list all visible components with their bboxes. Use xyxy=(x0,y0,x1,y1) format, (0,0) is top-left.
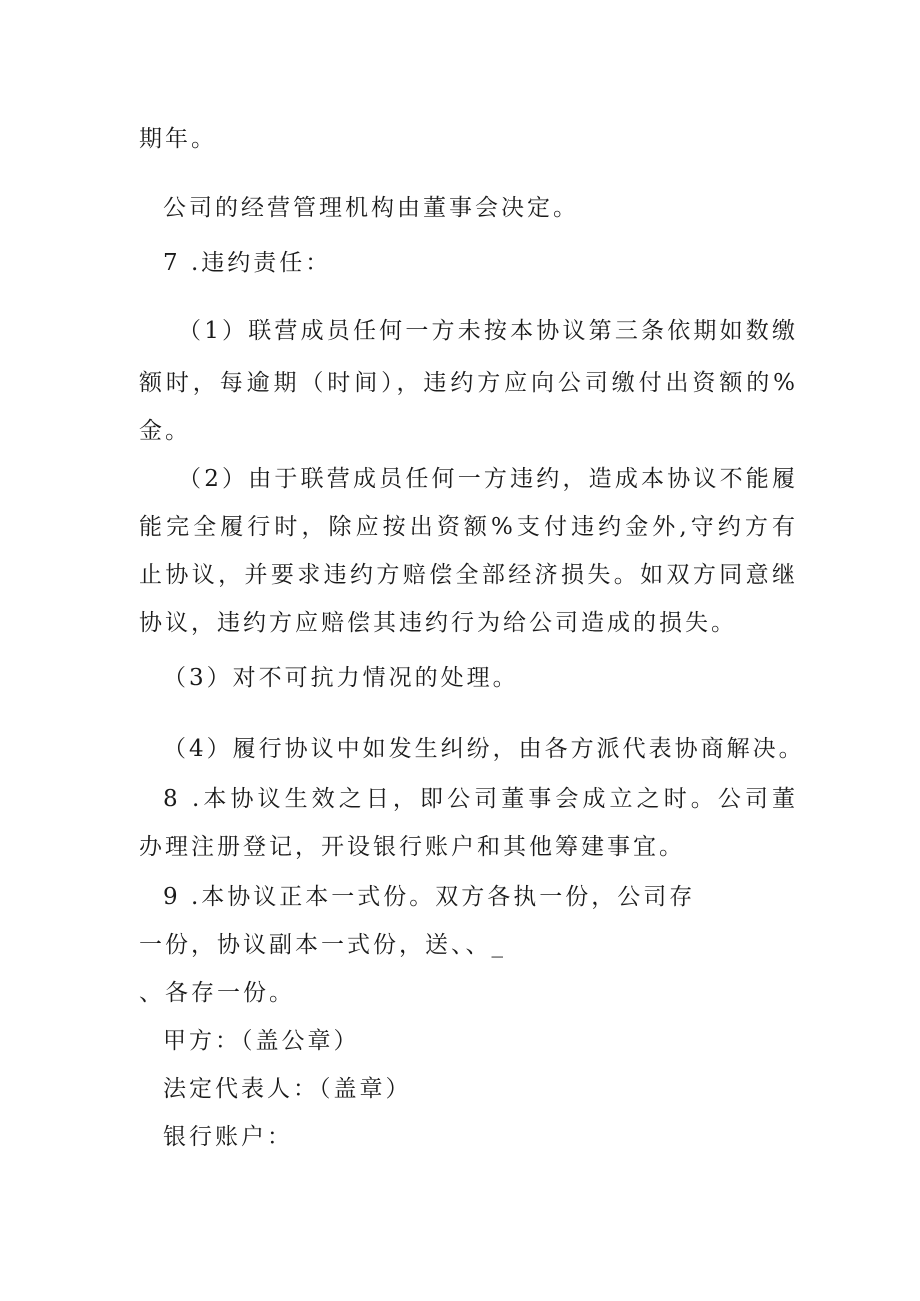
clause-7-2-line-2: 能完全履行时，除应按出资额%支付违约金外,守约方有 xyxy=(139,514,798,540)
clause-9-line-2: 一份，协议副本一式份，送、、_ xyxy=(139,932,506,958)
text-line-1: 期年。 xyxy=(139,126,217,152)
clause-7-2-line-4: 协议，违约方应赔偿其违约行为给公司造成的损失。 xyxy=(139,610,737,636)
clause-7-3: （3）对不可抗力情况的处理。 xyxy=(163,665,519,691)
text-line-2: 公司的经营管理机构由董事会决定。 xyxy=(163,195,579,221)
clause-7-4: （4）履行协议中如发生纠纷，由各方派代表协商解决。 xyxy=(163,736,805,762)
clause-7-2-line-1: （2）由于联营成员任何一方违约，造成本协议不能履 xyxy=(178,466,798,492)
clause-7-1-line-2: 额时，每逾期（时间），违约方应向公司缴付出资额的% xyxy=(139,370,798,396)
clause-9-line-1: 9 .本协议正本一式份。双方各执一份，公司存 xyxy=(163,884,696,910)
clause-7-1-line-3: 金。 xyxy=(139,418,191,444)
clause-9-line-3: 、各存一份。 xyxy=(139,980,295,1006)
clause-8-line-2: 办理注册登记，开设银行账户和其他筹建事宜。 xyxy=(139,834,685,860)
bank-account: 银行账户： xyxy=(163,1124,293,1150)
clause-7-1-line-1: （1）联营成员任何一方未按本协议第三条依期如数缴 xyxy=(178,318,798,344)
legal-representative: 法定代表人：（盖章） xyxy=(163,1076,412,1102)
clause-7-heading: 7 .违约责任： xyxy=(163,250,332,276)
clause-8-line-1: 8 .本协议生效之日，即公司董事会成立之时。公司董 xyxy=(163,786,798,812)
party-a-signature: 甲方：（盖公章） xyxy=(163,1028,360,1054)
clause-7-2-line-3: 止协议，并要求违约方赔偿全部经济损失。如双方同意继 xyxy=(139,562,798,588)
